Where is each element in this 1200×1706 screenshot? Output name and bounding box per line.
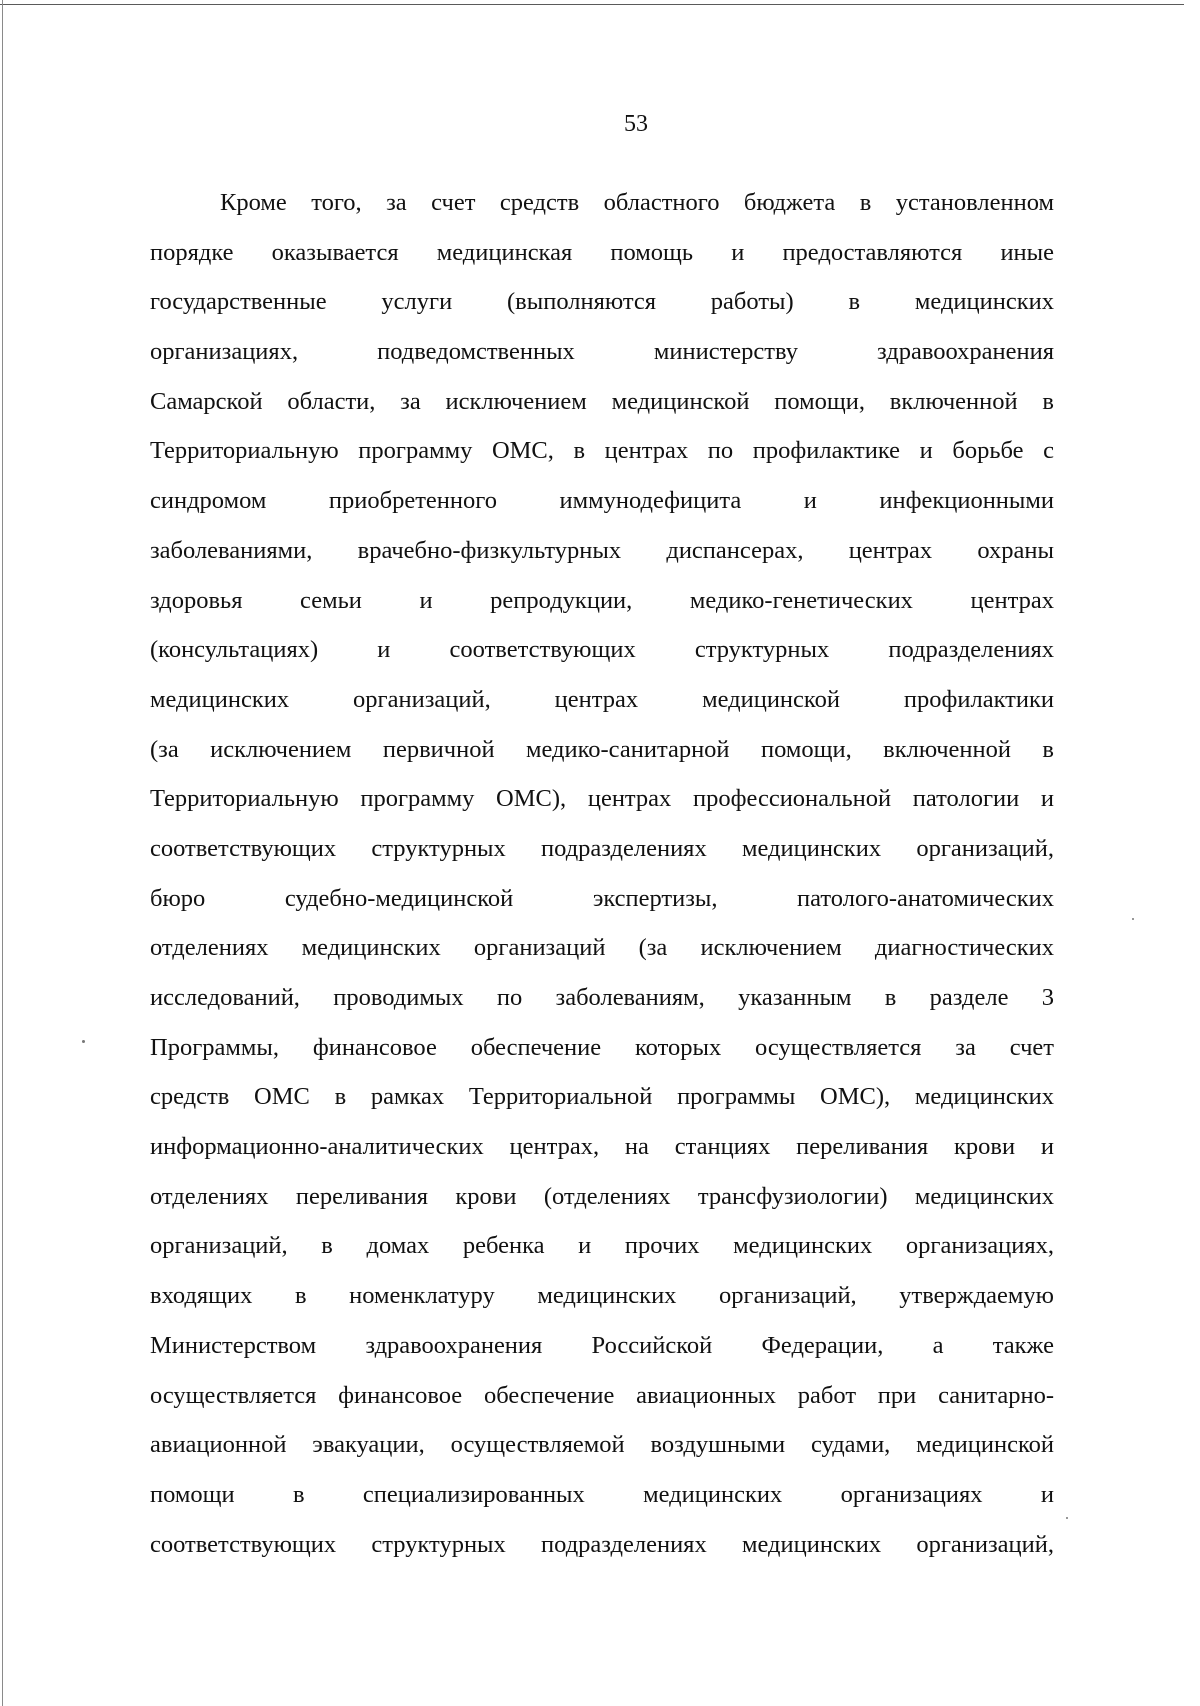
text-line: заболеваниями, врачебно-физкультурных диспансерах, центрах охраны (150, 536, 1054, 564)
text-line: Программы, финансовое обеспечение которых осуществляется за счет (150, 1033, 1054, 1061)
text-line: помощи в специализированных медицинских организациях и (150, 1480, 1054, 1508)
text-line: синдромом приобретенного иммунодефицита и инфекционными (150, 487, 1054, 515)
text-line: Министерством здравоохранения Российской Федерации, а также (150, 1331, 1054, 1359)
scan-speck (1132, 918, 1134, 920)
text-line: соответствующих структурных подразделениях медицинских организаций, (150, 1530, 1054, 1558)
scan-edge-top (0, 4, 1184, 5)
text-line: входящих в номенклатуру медицинских организаций, утверждаемую (150, 1282, 1054, 1310)
text-line: средств ОМС в рамках Территориальной программы ОМС), медицинских (150, 1083, 1054, 1111)
text-line: медицинских организаций, центрах медицинской профилактики (150, 685, 1054, 713)
text-line: Территориальную программу ОМС, в центрах по профилактике и борьбе с (150, 437, 1054, 465)
text-line: отделениях медицинских организаций (за исключением диагностических (150, 934, 1054, 962)
text-line: Самарской области, за исключением медицинской помощи, включенной в (150, 387, 1054, 415)
text-line: Территориальную программу ОМС), центрах профессиональной патологии и (150, 785, 1054, 813)
page-number: 53 (624, 111, 648, 137)
text-line: соответствующих структурных подразделениях медицинских организаций, (150, 834, 1054, 862)
scan-edge-left (2, 0, 3, 1706)
text-line: Кроме того, за счет средств областного бюджета в установленном (220, 189, 1054, 216)
text-line: информационно-аналитических центрах, на станциях переливания крови и (150, 1133, 1054, 1161)
text-line: порядке оказывается медицинская помощь и предоставляются иные (150, 238, 1054, 266)
text-line: здоровья семьи и репродукции, медико-генетических центрах (150, 586, 1054, 614)
text-line: бюро судебно-медицинской экспертизы, патолого-анатомических (150, 884, 1054, 912)
scan-speck (1066, 1517, 1068, 1519)
text-line: организациях, подведомственных министерству здравоохранения (150, 338, 1054, 366)
body-paragraph (150, 178, 1054, 1569)
text-line: (за исключением первичной медико-санитарной помощи, включенной в (150, 735, 1054, 763)
text-line: исследований, проводимых по заболеваниям, указанным в разделе 3 (150, 984, 1054, 1011)
text-line: авиационной эвакуации, осуществляемой воздушными судами, медицинской (150, 1431, 1054, 1459)
text-line: отделениях переливания крови (отделениях трансфузиологии) медицинских (150, 1182, 1054, 1210)
text-line: осуществляется финансовое обеспечение авиационных работ при санитарно- (150, 1381, 1054, 1409)
scan-speck (82, 1040, 85, 1043)
text-line: государственные услуги (выполняются работы) в медицинских (150, 288, 1054, 316)
text-line: организаций, в домах ребенка и прочих медицинских организациях, (150, 1232, 1054, 1260)
text-line: (консультациях) и соответствующих структурных подразделениях (150, 636, 1054, 664)
